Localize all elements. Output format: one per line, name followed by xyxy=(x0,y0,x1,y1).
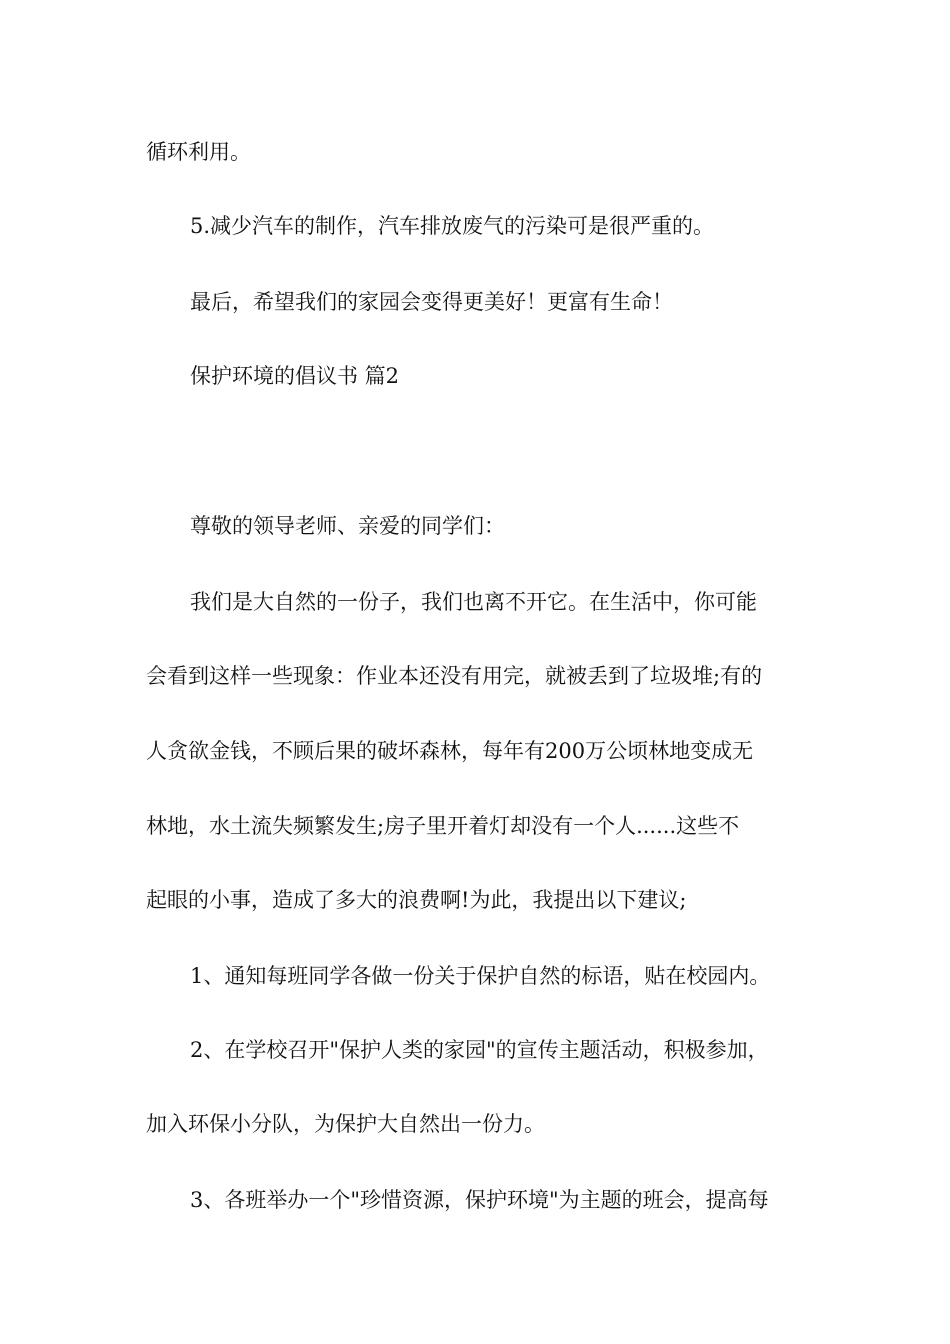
list-item-3: 3、各班举办一个"珍惜资源，保护环境"为主题的班会，提高每 xyxy=(190,1188,769,1212)
paragraph-line: 会看到这样一些现象：作业本还没有用完，就被丢到了垃圾堆;有的 xyxy=(146,664,763,688)
paragraph-line: 循环利用。 xyxy=(146,140,251,164)
paragraph-line: 起眼的小事，造成了多大的浪费啊!为此，我提出以下建议; xyxy=(146,888,687,912)
section-heading: 保护环境的倡议书 篇2 xyxy=(190,364,400,388)
paragraph-line: 加入环保小分队，为保护大自然出一份力。 xyxy=(146,1112,545,1136)
list-item-5: 5.减少汽车的制作，汽车排放废气的污染可是很严重的。 xyxy=(190,214,715,238)
list-item-1: 1、通知每班同学各做一份关于保护自然的标语，贴在校园内。 xyxy=(190,964,771,988)
paragraph-line: 人贪欲金钱，不顾后果的破坏森林，每年有200万公顷林地变成无 xyxy=(146,739,754,763)
salutation: 尊敬的领导老师、亲爱的同学们： xyxy=(190,514,505,538)
list-item-2: 2、在学校召开"保护人类的家园"的宣传主题活动，积极参加， xyxy=(190,1038,769,1062)
paragraph-line: 我们是大自然的一份子，我们也离不开它。在生活中，你可能 xyxy=(190,590,757,614)
paragraph-line: 最后，希望我们的家园会变得更美好！更富有生命！ xyxy=(190,290,673,314)
paragraph-line: 林地，水土流失频繁发生;房子里开着灯却没有一个人......这些不 xyxy=(146,814,740,838)
